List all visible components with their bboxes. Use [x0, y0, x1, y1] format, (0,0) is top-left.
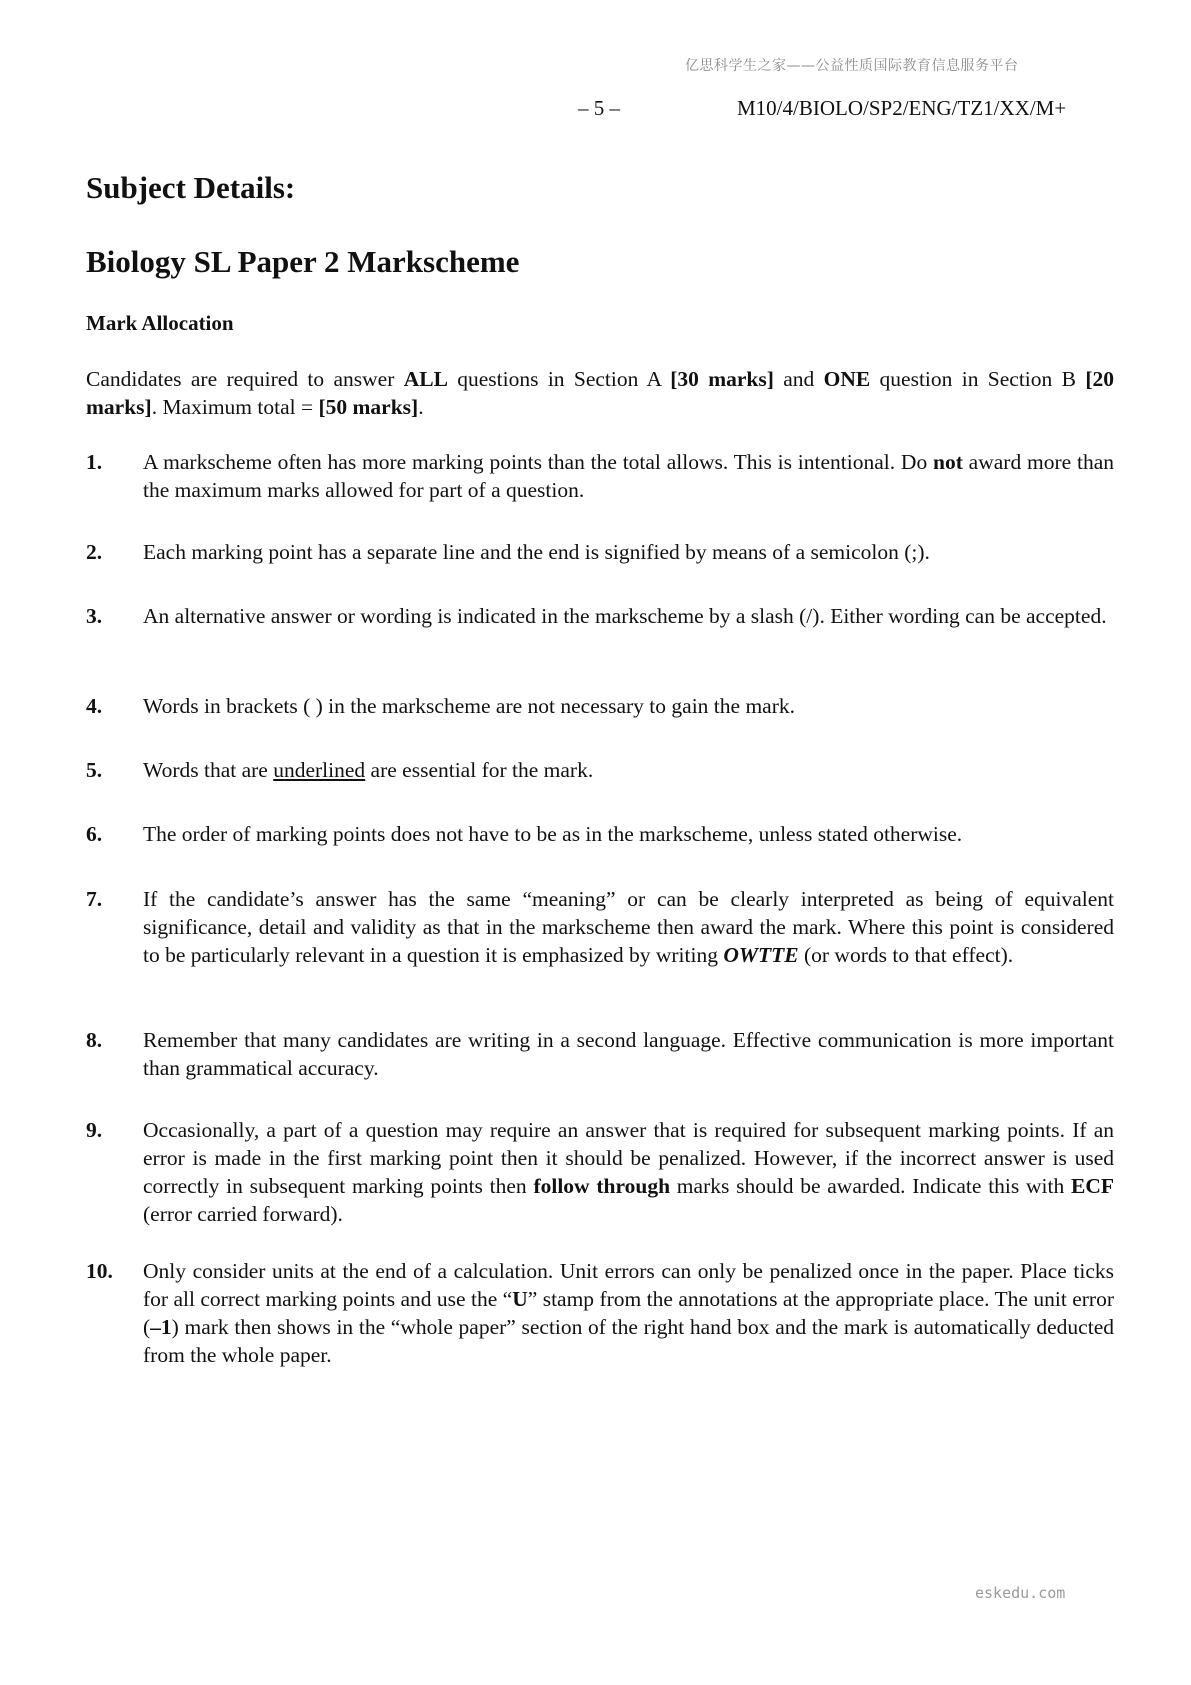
rule-text: Occasionally, a part of a question may require an answer that is required for subsequent marking points. If an error is made in the first marking point then it should be penalized. However, if the incorrect answer is used correctly in subsequent marking points then follow through marks should be awarded. Indicate this with ECF (error carried forward).	[143, 1118, 1115, 1226]
rule-text: If the candidate’s answer has the same “meaning” or can be clearly interpreted as being of equivalent significance, detail and validity as that in the markscheme then award the mark. Where this point is considered to be particularly relevant in a question it is emphasized by writing OWTTE (or words to that effect).	[143, 887, 1114, 967]
rule-number: 8.	[86, 1028, 103, 1052]
rule-number: 2.	[86, 540, 103, 564]
rule-text: The order of marking points does not have to be as in the markscheme, unless stated otherwise.	[143, 822, 963, 846]
rule-text: Each marking point has a separate line and the end is signified by means of a semicolon (;).	[143, 540, 930, 564]
rule-number: 5.	[86, 758, 103, 782]
watermark-header: 亿思科学生之家——公益性质国际教育信息服务平台	[685, 58, 1019, 74]
rule-text: Only consider units at the end of a calculation. Unit errors can only be penalized once in the paper. Place ticks for all correct marking points and use the “U” stamp from the annotations at the appropriate place. The unit error (–1) mark then shows in the “whole paper” section of the right hand box and the mark is automatically deducted from the whole paper.	[143, 1259, 1114, 1367]
rule-number: 10.	[86, 1259, 113, 1283]
rule-number: 4.	[86, 694, 103, 718]
rule-number: 3.	[86, 604, 103, 628]
rule-text: Remember that many candidates are writing in a second language. Effective communication is more important than grammatical accuracy.	[143, 1028, 1114, 1080]
paper-code: M10/4/BIOLO/SP2/ENG/TZ1/XX/M+	[737, 96, 1067, 120]
paper-title: Biology SL Paper 2 Markscheme	[86, 244, 520, 279]
watermark-footer: eskedu.com	[975, 1584, 1066, 1602]
page-number: – 5 –	[578, 96, 620, 120]
mark-allocation-paragraph: Candidates are required to answer ALL questions in Section A [30 marks] and ONE question in Section B [20 marks]. Maximum total = [50 marks].	[86, 367, 1114, 419]
rule-text: A markscheme often has more marking points than the total allows. This is intentional. Do not award more than the maximum marks allowed for part of a question.	[143, 450, 1114, 502]
rule-number: 7.	[86, 887, 103, 911]
subject-details-heading: Subject Details:	[86, 170, 296, 205]
rule-number: 6.	[86, 822, 103, 846]
rule-text: Words in brackets ( ) in the markscheme are not necessary to gain the mark.	[143, 694, 795, 718]
rule-text: An alternative answer or wording is indicated in the markscheme by a slash (/). Either wording can be accepted.	[143, 604, 1107, 628]
rule-text: Words that are underlined are essential for the mark.	[143, 758, 594, 782]
rule-number: 9.	[86, 1118, 103, 1142]
mark-allocation-heading: Mark Allocation	[86, 311, 234, 335]
rule-number: 1.	[86, 450, 103, 474]
